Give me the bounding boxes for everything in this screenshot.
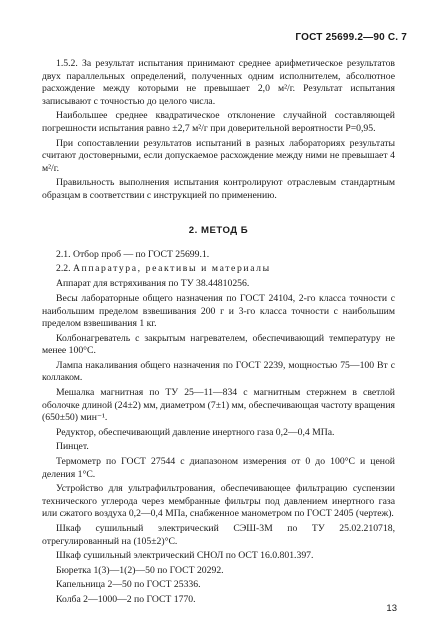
equipment-item: Устройство для ультрафильтрования, обеспечивающее фильтрацию суспензии технического углерода через мембранные фильтры под давлением инертного газа или сжатого воздуха 0,2—0,4 МПа, снабженное манометром по ГОСТ 2405 (чертеж).: [42, 483, 395, 520]
paragraph-deviation: Наибольшее среднее квадратическое отклонение случайной составляющей погрешности испытания равно ±2,7 м²/г при доверительной вероятности P=0,95.: [42, 110, 395, 134]
equipment-item: Лампа накаливания общего назначения по ГОСТ 2239, мощностью 75—100 Вт с коллаком.: [42, 359, 395, 384]
equipment-item: Аппарат для встряхивания по ТУ 38.44810256.: [56, 278, 250, 290]
paragraph-comparison: При сопоставлении результатов испытаний в разных лабораториях результаты считают достоверными, если допускаемое расхождение между ними не превышает 4 м²/г.: [42, 137, 395, 174]
item-2-1: 2.1. Отбор проб — по ГОСТ 25699.1.: [56, 249, 210, 261]
equipment-item: Мешалка магнитная по ТУ 25—11—834 с магнитным стержнем в светлой оболочке длиной (24±2) мм, диаметром (7±1) мм, обеспечивающая частоту вращения (650±50) мин⁻¹.: [42, 387, 395, 424]
page-body: [42, 58, 395, 609]
item-2-2: [42, 263, 395, 276]
item-2-2-heading: Аппаратура, реактивы и материалы: [72, 262, 271, 274]
equipment-item: Редуктор, обеспечивающий давление инертного газа 0,2—0,4 МПа.: [56, 426, 335, 438]
equipment-item: Весы лабораторные общего назначения по ГОСТ 24104, 2-го класса точности с наибольшим пределом взвешивания 200 г и 3-го класса точности с наибольшим пределом взвешивания 1 кг.: [42, 292, 395, 330]
equipment-item: Колбонагреватель с закрытым нагревателем, обеспечивающий температуру не менее 100°С.: [42, 332, 395, 357]
equipment-item: Термометр по ГОСТ 27544 с диапазоном измерения от 0 до 100°С и ценой деления 1°С.: [42, 456, 395, 480]
item-2-2-number: 2.2.: [56, 262, 73, 274]
equipment-item: Шкаф сушильный электрический СНОЛ по ОСТ 16.0.801.397.: [56, 550, 314, 562]
page-number: 13: [386, 603, 397, 614]
equipment-item: Колба 2—1000—2 по ГОСТ 1770.: [56, 593, 196, 605]
paragraph-1-5-2: 1.5.2. За результат испытания принимают среднее арифметическое результатов двух параллельных определений, полученных одним исполнителем, абсолютное расхождение между которыми не превышает 2,0 м²/г. Результат испытания записывают с точностью до целого числа.: [42, 58, 395, 107]
section-title: 2. МЕТОД Б: [188, 224, 249, 236]
running-header: ГОСТ 25699.2—90 С. 7: [295, 32, 407, 43]
equipment-item: Пинцет.: [56, 441, 89, 453]
equipment-item: Бюретка 1(3)—1(2)—50 по ГОСТ 20292.: [56, 564, 224, 576]
paragraph-correctness: Правильность выполнения испытания контролируют отраслевым стандартным образцам в соответствии с инструкцией по применению.: [42, 177, 395, 201]
equipment-item: Капельница 2—50 по ГОСТ 25336.: [56, 579, 201, 591]
equipment-item: Шкаф сушильный электрический СЭШ-3М по ТУ 25.02.210718, отрегулированный на (105±2)°С.: [42, 523, 395, 547]
